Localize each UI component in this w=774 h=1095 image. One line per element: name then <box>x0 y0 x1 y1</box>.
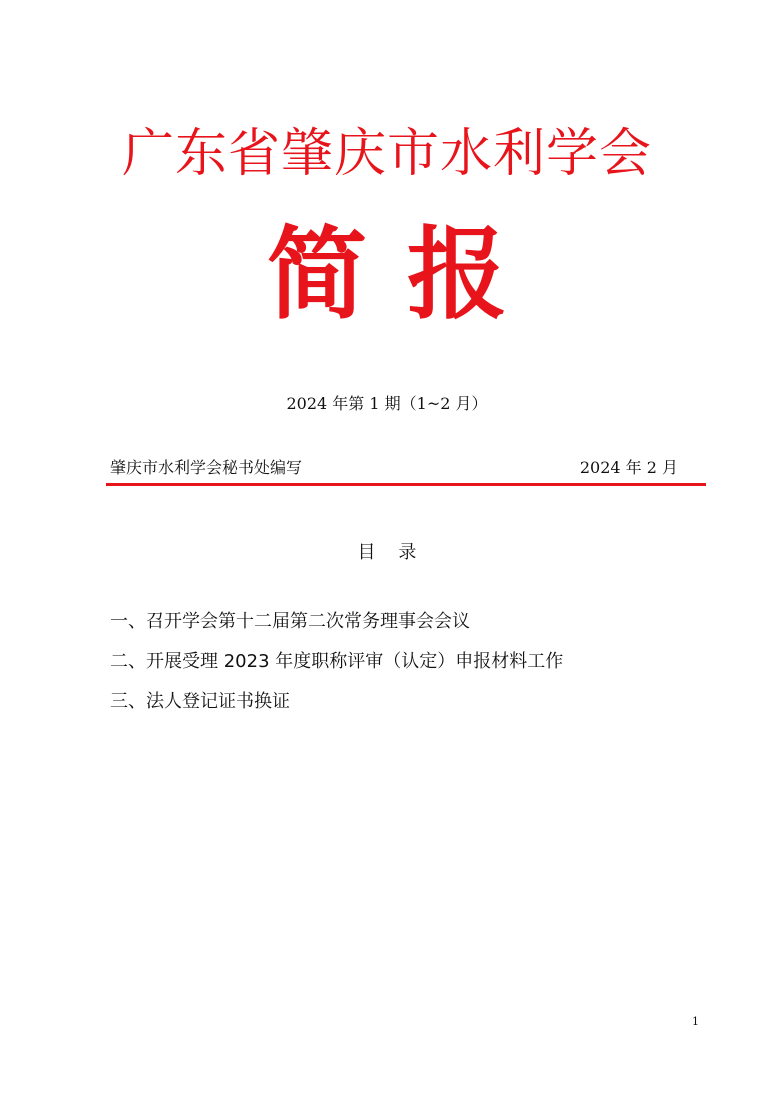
toc-item: 二、开展受理 2023 年度职称评审（认定）申报材料工作 <box>110 651 564 672</box>
bulletin-title: 简报 <box>267 215 547 333</box>
page-number: 1 <box>692 1015 699 1028</box>
toc-list <box>110 611 563 731</box>
edition-date: 2024 年 2 月 <box>579 458 678 477</box>
organization-title: 广东省肇庆市水利学会 <box>121 124 652 184</box>
toc-item: 一、召开学会第十二届第二次常务理事会会议 <box>110 611 470 632</box>
compiler-line: 肇庆市水利学会秘书处编写 <box>110 458 303 477</box>
toc-heading: 目 录 <box>357 542 417 563</box>
toc-item: 三、法人登记证书换证 <box>110 691 290 712</box>
red-divider-rule <box>106 483 706 486</box>
issue-number: 2024 年第 1 期（1~2 月） <box>286 394 488 413</box>
